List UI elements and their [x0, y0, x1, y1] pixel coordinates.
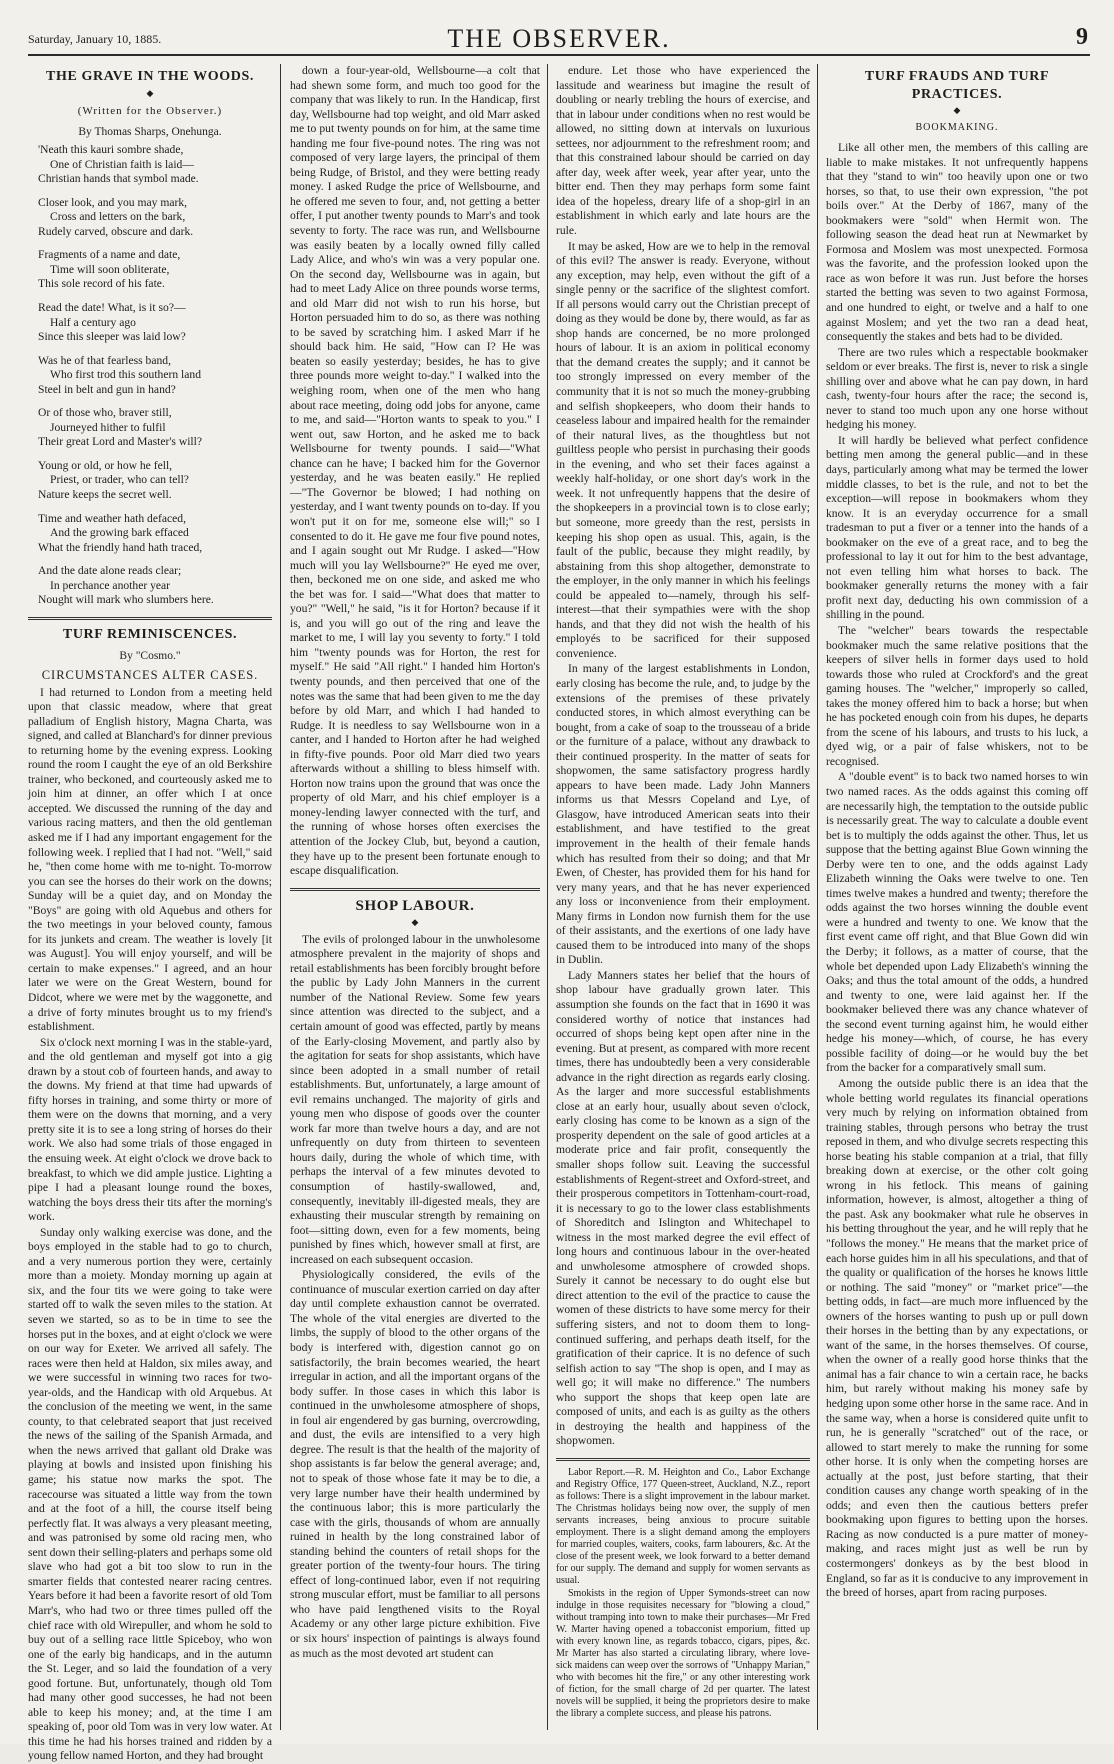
poem-stanza	[38, 143, 272, 187]
section-divider	[556, 1458, 810, 1461]
turf-reminiscences-title: TURF REMINISCENCES.	[62, 626, 238, 642]
notices	[556, 1467, 810, 1720]
paragraph: Lady Manners states her belief that the hours of shop labour have gradually grown later. This assumption she founds on the fact that in 1690 it was considered worthy of notice that instances had occurred of shops being kept open after nine in the evening. But at present, as compared with more recent times, there has undoubtedly been a very considerable advance in the right direction as regards early closing. As the larger and more successful establishments close at an early hour, usually about seven o'clock, early closing has come to be known as a sign of the prosperity dependent on the sale of good articles at a moderate price and fair profit, consequently the smaller shops follow suit. Leaving the successful establishments of Regent-street and Oxford-street, and their prosperous competitors in Tottenham-court-road, it is necessary to go to the lower class establishments of Shoreditch and Islington and Whitechapel to witness in the most marked degree the evil effect of long hours and continuous labour in the over-heated and unwholesome atmosphere of crowded shops. Surely it cannot be necessary to do ought else but direct attention to the evil of the practice to cause the women of these districts to have some mercy for their suffering sisters, and not to doom them to long-continued suffering, and perhaps death itself, for the gratification of their caprice. It is no defence of such selfish action to say "The shop is open, and I may as well go; it will make no difference." The numbers who support the shops that keep open late are composed of units, and each is as guilty as the others in destroying the health and happiness of the shopwomen.	[556, 968, 810, 1448]
column-2	[290, 64, 540, 1732]
column-1	[28, 64, 273, 1763]
poem-line: Fragments of a name and date,	[38, 248, 181, 262]
poem-line: This sole record of his fate.	[38, 277, 165, 291]
poem-line: Read the date! What, is it so?—	[38, 300, 186, 314]
poem-line: And the growing bark effaced	[50, 526, 189, 540]
poem-line: Half a century ago	[50, 315, 136, 329]
poem-line: Cross and letters on the bark,	[50, 210, 186, 224]
poem-stanza	[38, 354, 272, 398]
paragraph: It may be asked, How are we to help in the removal of this evil? The answer is ready. Everyone, without any exception, may help, even without the gift of a single penny or the sacrifice of the slightest comfort. If all persons would carry out the Christian precept of doing as they would be done by, there would, as far as shop hands are concerned, be no more prolonged hours of labour. It is an axiom in political economy that the demand creates the supply; and it cannot be too strongly impressed on every member of the community that it is not so much the money-grubbing and selfish shopkeepers, who doom their hands to ceaseless labour and impaired health for the remainder of their natural lives, as the thoughtless but not guiltless people who persist in purchasing their goods in the evening, and who set their faces against a weekly half-holiday, or one short day's work in the week. It not unfrequently happens that the desire of the shopkeepers in a provincial town is to close early; but someone, more greedy than the rest, persists in keeping his shop open as usual. This, again, is the fault of the public, because they might readily, by abstaining from this shop altogether, demonstrate to the employer, in the only manner in which his feelings could be appealed to—namely, through his self-interest—that their sympathies were with the shop hands, and that they did not wish the health of his employés to be sacrificed for their supposed convenience.	[556, 239, 810, 660]
turf-reminiscences-byline: By "Cosmo."	[119, 650, 181, 663]
poem-stanza	[38, 459, 272, 503]
paragraph: The "welcher" bears towards the respectable bookmaker much the same relative positions that the keepers of silver hells in former days used to hold towards those who ruled at Crockford's and the great gaming houses. The "welcher," improperly so called, takes the money offered him to back a horse; but when he has pocketed enough coin from his dupes, he departs from the scene of his labours, and trusts to his luck, a dyed wig, or a pair of false whiskers, not to be recognised.	[826, 624, 1088, 768]
paragraph: Six o'clock next morning I was in the stable-yard, and the old gentleman and myself got into a gig drawn by a stout cob of fourteen hands, and away to the downs. My friend at that time had upwards of fifty horses in training, and some thirty or more of them were on the downs that morning, and a very pretty site it is to see a long string of horses do their work. We also had some trials of those engaged in the ensuing week. At eight o'clock we drove back to breakfast, to which we did ample justice. Lighting a pipe I had a pleasant lounge round the boxes, watching the boys dress their tits after the morning's work.	[28, 1035, 272, 1224]
poem-line: Christian hands that symbol made.	[38, 172, 199, 186]
poem-title: THE GRAVE IN THE WOODS.	[46, 69, 254, 84]
poem-line: In perchance another year	[50, 578, 171, 592]
turf-frauds-subtitle: BOOKMAKING.	[915, 122, 999, 134]
poem-stanza	[38, 512, 272, 556]
column-rule	[547, 64, 548, 1730]
poem-line: Rudely carved, obscure and dark.	[38, 224, 194, 238]
poem-line: Time will soon obliterate,	[50, 262, 170, 276]
poem-line: Was he of that fearless band,	[38, 353, 171, 367]
poem-line: What the friendly hand hath traced,	[38, 540, 203, 554]
column-rule	[280, 64, 281, 1730]
masthead-title: THE OBSERVER.	[447, 24, 671, 53]
turf-frauds-title: TURF FRAUDS AND TURF PRACTICES.	[864, 69, 1050, 102]
column-3	[556, 64, 810, 1732]
poem-stanza	[38, 301, 272, 345]
poem-line: Steel in belt and gun in hand?	[38, 382, 176, 396]
shop-labour-continued	[556, 64, 810, 1449]
paragraph: In many of the largest establishments in London, early closing has become the rule, and, to judge by the extensions of the premises of these privately conducted stores, in which almost everything can be bought, from a cake of soap to the trousseau of a bride or the furniture of a palace, without any drawback to their continued prosperity. In the matter of seats for shopwomen, the same satisfactory progress hardly appears to have been made. Lady John Manners informs us that Messrs Copeland and Lye, of Glasgow, have introduced American seats into their establishment, and have testified to the great improvement in the health of their female hands which has resulted from their so doing; and that Mr Ewen, of Chester, has provided them for his hand for very many years, and that he has never experienced any loss or inconvenience from their employment. Many firms in London now furnish them for the use of their assistants, and the exertions of one lady have caused them to be introduced into many of the shops in Dublin.	[556, 662, 810, 967]
poem-body	[28, 143, 272, 608]
poem-line: And the date alone reads clear;	[38, 564, 182, 578]
section-divider	[290, 888, 540, 891]
poem-line: Since this sleeper was laid low?	[38, 330, 186, 344]
paragraph: The evils of prolonged labour in the unwholesome atmosphere prevalent in the majority of shops and retail establishments has been forcibly brought before the public by Lady John Manners in the current number of the National Review. Some few years since attention was directed to the subject, and a certain amount of good was effected, partly by means of the Early-closing Movement, and partly also by the agitation for seats for shop assistants, which have since been adopted in a small number of retail establishments. But, unfortunately, a large amount of evil remains unchanged. The majority of girls and young men who dispose of goods over the counter work far more than twelve hours a day, and are not unfrequently on duty from thirteen to seventeen hours daily, during the whole of which time, with perhaps the interval of a few minutes devoted to consumption of hastily-swallowed, and, consequently, inevitably ill-digested meals, they are exhausting their muscular strength by remaining on foot—sitting down, even for a few moments, being punished by fines which, however small at first, are increased on each subsequent occasion.	[290, 932, 540, 1266]
paragraph: Smokists in the region of Upper Symonds-street can now indulge in those requisites necessary for "blowing a cloud," without tramping into town to make their purchases—Mr Fred W. Marter having opened a tobacconist emporium, fitted up with every known line, as regards tobacco, cigars, pipes, &c. Mr Marter has also started a circulating library, where love-sick maidens can weep over the sorrows of "Unhappy Marian," who with becomes hit the fire," or any other interesting work of fiction, for the small charge of 2d per quarter. The latest novels will be supplied, it being the proprietors desire to make the library a complete success, and please his patrons.	[556, 1587, 810, 1719]
turf-reminiscences-body	[28, 686, 272, 1764]
paragraph: I had returned to London from a meeting held upon that classic meadow, where that great palladium of English history, Magna Charta, was signed, and called at Blanchard's for dinner previous to returning home by the evening express. Looking round the room I caught the eye of an old Berkshire trainer, who beckoned, and courteously asked me to join him at dinner, an offer which I at once accepted. We discussed the running of the day and various racing matters, and then the old gentleman asked me if I had any important engagement for the following week. I replied that I had not. "Well," said he, "then come home with me to-night. To-morrow you can see the horses do their work on the downs; Sunday will be a quiet day, and on Monday the "Boys" are going with old Aquebus and others for the two meetings in your beloved county, famous for its junkets and cream. The weather is lovely [it was August]. You will enjoy yourself, and will be certain to make expenses." I agreed, and an hour later we were on the Great Western, bound for Didcot, where we were met by the waggonette, and a drive of forty minutes brought us to my friend's establishment.	[28, 685, 272, 1034]
poem-line: Nought will mark who slumbers here.	[38, 593, 214, 607]
ornament-icon: ◆	[411, 917, 419, 928]
paragraph: Like all other men, the members of this calling are liable to make mistakes. It not unfrequently happens that they "stand to win" too heavily upon one or two horses, so that, to use their own expression, "the pot boils over." At the Derby of 1867, many of the bookmakers were "sold" when Hermit won. The following season the dead heat run at Newmarket by Formosa and Moslem was most unexpected. Formosa was the favorite, and the profession looked upon the race as won before it was run. Just before the horses started the betting was seven to two against Formosa, and one hundred to eight, or twelve and a half to one against Moslem; and yet the two ran a dead heat, consequently the stakes and bets had to be divided.	[826, 140, 1088, 344]
poem-line: One of Christian faith is laid—	[50, 157, 194, 171]
poem-line: Their great Lord and Master's will?	[38, 435, 203, 449]
poem-line: Or of those who, braver still,	[38, 406, 172, 420]
ornament-icon: ◆	[146, 87, 154, 98]
paragraph: It will hardly be believed what perfect confidence betting men among the general public—and in these days, particularly among what may be termed the lower middle classes, to bet is the rule, and not to bet the exception—will repose in bookmakers whom they know. It is an everyday occurrence for a small tradesman to put a fiver or a tenner into the hands of a bookmaker on the eve of a great race, and to beg the professional to lay it out for him to the best advantage, not even telling him what horses to back. The bookmaker generally returns the money with a fair profit next day, deducting his own commission of a shilling in the pound.	[826, 433, 1088, 622]
shop-labour-title: SHOP LABOUR.	[355, 897, 475, 914]
ornament-icon: ◆	[953, 105, 961, 116]
poem-line: Young or old, or how he fell,	[38, 458, 173, 472]
section-divider	[28, 617, 272, 620]
poem-line: Nature keeps the secret well.	[38, 488, 172, 501]
column-rule	[817, 64, 818, 1730]
poem-note: (Written for the Observer.)	[77, 104, 223, 117]
paragraph: Among the outside public there is an idea that the whole betting world regulates its financial operations very much by relying on information obtained from training stables, through persons who betray the trust reposed in them, and who divulge secrets respecting this horse beating his stable companion at a trial, that filly breaking down at exercise, or the other colt going wrong in his fetlock. This means of gaining information, however, is almost, altogether a thing of the past. Ask any bookmaker what rule he observes in his betting throughout the year, and he will reply that he "follows the money." He means that the market price of each horse guides him in all his speculations, and that of the quality or qualification of the horses he knows little or nothing. The said "money" or "market price"—the betting odds, in fact—are much more influenced by the owners of the horses wanting to push up or pull down their horses in the betting than by any expectations, or want of the same, in the horses themselves. Of course, when the owner of a really good horse thinks that the animal has a fair chance to win a certain race, he backs him, but rarely without making his money safe by hedging upon some other horse in the same race. And in the same way, when a horse is considered quite unfit to run, he is generally "scratched" out of the race, or allowed to start merely to make the running for some other horse. It is only when the competing horses are actually at the post, just before starting, that their condition causes any change worth speaking of in the odds; and even then the cautious betters prefer bookmaking upon figures to betting upon the horses. Racing as now conducted is a pure matter of money-making, and races might just as well be run by costermongers' donkeys as by the best blood in England, so far as it is conducive to any improvement in the breed of horses, apart from racing purposes.	[826, 1076, 1088, 1600]
poem-line: Journeyed hither to fulfil	[50, 420, 166, 434]
turf-reminiscences-subtitle: CIRCUMSTANCES ALTER CASES.	[41, 667, 259, 682]
masthead	[28, 20, 1090, 56]
poem-stanza	[38, 196, 272, 240]
turf-reminiscences-continued	[290, 64, 540, 879]
turf-frauds-body	[826, 141, 1088, 1601]
paragraph: down a four-year-old, Wellsbourne—a colt that had shewn some form, and much too good for the company that was likely to run. In the Handicap, first day, Wellsbourne had top weight, and old Marr asked me to put twenty pounds on for him, at the same time handing me four five-pound notes. The ring was not composed of very large layers, the principal of them being Rudge, of Bristol, and they were betting ready money. I asked Rudge the price of Wellsbourne, and he offered me seven to four, and, not getting a better offer, I put another twenty pounds to Marr's and took seventy to forty. The race was run, and Wellsbourne was easily beaten by a locally owned filly called Lady Alice, and who's win was a very popular one. On the second day, Wellsbourne was in again, but had to meet Lady Alice on three pounds worse terms, and old Marr did not wish to run his horse, but Horton persuaded him to do so, as there was nothing to be saved by scratching him. I asked Marr if he should back him. He said, "How can I? He was beaten so easily yesterday; besides, he has to give three pounds more weight to-day." I walked into the weighing room, when one of the men who hang about race meeting, doing odd jobs for anyone, came to me, and said—"Horton wants to speak to you." I went out, saw Horton, and he asked me to back Wellsbourne for twenty pounds. I said—"What chance can he have; I backed him for the Governor yesterday, and he was beaten easily." He replied—"The Governor be blowed; I had nothing on yesterday, and I want twenty pounds on to-day. If you won't put it on for me, someone else will;" so I consented to do it. He gave me four five pound notes, and I again sought out Mr Rudge. I asked—"How much will you lay Wellsbourne?" He eyed me over, then, beckoned me on one side, and asked me who the bet was for. I said—"What does that matter to you?" "Well," he said, "is it for Horton? because if it is, and you will go out of the ring and leave the market to me, I will lay you seventy to forty." I told him "twenty pounds was for Horton, the rest for myself." He said "All right." I handed him Horton's twenty pounds, and then perceived that one of the notes was the same that had been given to me the day before by old Marr, and which I had handed to Rudge. It is needless to say Wellsbourne won in a canter, and I handed to Horton after he had weighed in fifty-five pounds. Poor old Marr died two years afterwards without a shilling to bless himself with. Horton now trains upon the ground that was once the property of old Marr, and his chief employer is a money-lending lawyer connected with the turf, and the running of whose horses often exercises the attention of the Jockey Club, but, beyond a caution, they have up to the present been fortunate enough to escape disqualification.	[290, 64, 540, 878]
shop-labour-body	[290, 933, 540, 1661]
poem-line: 'Neath this kauri sombre shade,	[38, 143, 184, 157]
paragraph: endure. Let those who have experienced the lassitude and weariness but imagine the result of doubling or nearly trebling the hours of exercise, and that in labour under conditions when no rest would be allowed, no sitting down at intervals on luxurious settees, nor adjournment to the refreshment room; and that this constrained labour should be carried on day after day, week after week, year after year, unto the bitter end. Then they may perhaps form some faint idea of the hopeless, dreary life of a shop-girl in an establishment in which early and late hours are the rule.	[556, 64, 810, 238]
poem-stanza	[38, 564, 272, 608]
page-number: 9	[1076, 24, 1088, 50]
paragraph: There are two rules which a respectable bookmaker seldom or ever breaks. The first is, never to risk a single shilling over and above what he can pay down, in hard cash, twenty-four hours after the race; the second is, never to stand too much upon any one horse without hedging his money.	[826, 345, 1088, 432]
paragraph: Labor Report.—R. M. Heighton and Co., Labor Exchange and Registry Office, 177 Queen-street, Auckland, N.Z., report as follows: There is a slight improvement in the labour market. The Christmas holidays being now over, the supply of men servants increases, being anxious to procure suitable employment. There is a slight demand among the employers for married couples, waiters, cooks, farm labourers, &c. At the close of the present week, we look forward to a better demand for our supply. The demand and supply for women servants as usual.	[556, 1466, 810, 1586]
poem-stanza	[38, 248, 272, 292]
poem-line: Who first trod this southern land	[50, 368, 202, 382]
masthead-date: Saturday, January 10, 1885.	[28, 32, 162, 46]
poem-line: Time and weather hath defaced,	[38, 511, 186, 525]
paragraph: A "double event" is to back two named horses to win two named races. As the odds against this coming off are necessarily high, the temptation to the outside public is necessarily great. The way to calculate a double event bet is to multiply the odds against the other. Thus, let us suppose that the betting against Blue Gown winning the Derby were ten to one, and the odds against Lady Elizabeth winning the Oaks were twelve to one. Ten times twelve makes a hundred and twenty; therefore the odds against the two horses winning the double event were a hundred and twenty to one. We know that the first event came off right, and that Blue Gown did win the Derby; it follows, as a matter of course, that the whole bet depended upon Lady Elizabeth's winning the Oaks; and thus the total amount of the odds, a hundred and twenty to one, were laid against her. If the bookmaker believed there was any chance whatever of the second event turning against him, he would either hedge his money—which, of course, he has every possible facility of doing—or he would buy the bet from the backer for a comparatively small sum.	[826, 770, 1088, 1075]
column-4	[826, 64, 1088, 1732]
paragraph: Physiologically considered, the evils of the continuance of muscular exertion carried on day after day until complete exhaustion cannot be overrated. The whole of the vital energies are diverted to the limbs, the supply of blood to the other organs of the body is interfered with, digestion cannot go on satisfactorily, the brain becomes wearied, the heart irregular in action, and all the important organs of the body suffer. In those cases in which this labor is continued in the unwholesome atmosphere of shops, in foul air engendered by gas burning, overcrowding, and dust, the evils are intensified to a very high degree. The result is that the health of the majority of shop assistants is far below the general average; and, not to speak of those whose fate it may be to die, a very large number have their health undermined by the continuous labor; this is more particularly the case with the girls, thousands of whom are annually ruined in health by the long constrained labor of standing behind the counters of retail shops for the greater portion of the twenty-four hours. The tiring effect of long-continued labor, even if not requiring strong muscular effort, must be familiar to all persons who have paid lengthened visits to the Royal Academy or any other large picture exhibition. Five or six hours' inspection of paintings is always found as much as the most devoted art student can	[290, 1268, 540, 1660]
paragraph: Sunday only walking exercise was done, and the boys employed in the stable had to go to church, and a very numerous portion they were, certainly more than a moiety. Monday morning up again at six, and the four tits we were going to take were started off to walk the seven miles to the station. At seven we started, so as to be in time to see the horses put in the boxes, and at eight o'clock we were on our way for Exeter. We arrived all safely. The races were then held at Haldon, six miles away, and we were successful in winning two races for two-year-olds, and the Handicap with old Arquebus. At the conclusion of the meeting we went, in the same county, to that celebrated seaport that just received the news of the sailing of the Spanish Armada, and when the news arrived that gallant old Drake was playing at bowls and insisted upon finishing his game; his statue now marks the spot. The racecourse was situated a little way from the town and at the foot of a hill, the course itself being perfectly flat. It was always a very pleasant meeting, and was patronised by some old racing men, who sent down their selling-platers and perhaps some old slave who had got a bit too slow to run in the smarter fields that contested nearer racing centres. Years before it had been a favorite resort of old Tom Marr's, who had two or three times pulled off the chief race with old Wirepuller, and whom he sold to buy out of a selling race little Spiceboy, who won one of the early big handicaps, and in the autumn the St. Leger, and so laid the foundation of a very good fortune. But, unfortunately, though old Tom had many other good successes, he had not been able to keep his money; and, at the time I am speaking of, poor old Tom was in very low water. At this time he had his horses trained and ridden by a young fellow named Horton, and they had brought	[28, 1225, 273, 1763]
poem-line: Priest, or trader, who can tell?	[50, 473, 189, 487]
poem-line: Closer look, and you may mark,	[38, 195, 188, 209]
poem-byline: By Thomas Sharps, Onehunga.	[78, 125, 222, 138]
poem-stanza	[38, 406, 272, 450]
